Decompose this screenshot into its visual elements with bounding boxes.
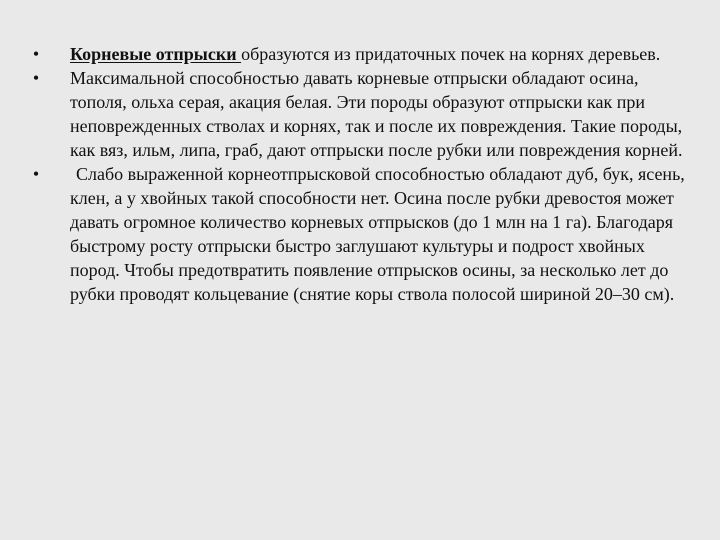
bullet-text: образуются из придаточных почек на корнях деревьев. [241, 44, 661, 64]
bullet-list [28, 42, 688, 306]
bullet-item-species-high-ability [28, 66, 688, 162]
bullet-item-species-low-ability [28, 162, 688, 306]
bullet-icon: • [32, 68, 40, 88]
bullet-icon: • [32, 164, 40, 184]
bullet-text: Максимальной способностью давать корневые отпрыски обладают осина, тополя, ольха серая, акация белая. Эти породы образуют отпрыски как при неповрежденных стволах и корнях, так и после их повреждения. Такие породы, как вяз, ильм, липа, граб, дают отпрыски после рубки или повреждения корней. [70, 68, 683, 160]
bullet-item-root-suckers [28, 42, 688, 66]
bullet-text: Слабо выраженной корнеотпрысковой способностью обладают дуб, бук, ясень, клен, а у хвойных такой способности нет. Осина после рубки древостоя может давать огромное количество корневых отпрысков (до 1 млн на 1 га). Благодаря быстрому росту отпрыски быстро заглушают культуры и подрост хвойных пород. Чтобы предотвратить появление отпрысков осины, за несколько лет до рубки проводят кольцевание (снятие коры ствола полосой шириной 20–30 см). [70, 164, 685, 304]
bullet-icon: • [32, 44, 40, 64]
bullet-term: Корневые отпрыски [70, 44, 242, 64]
